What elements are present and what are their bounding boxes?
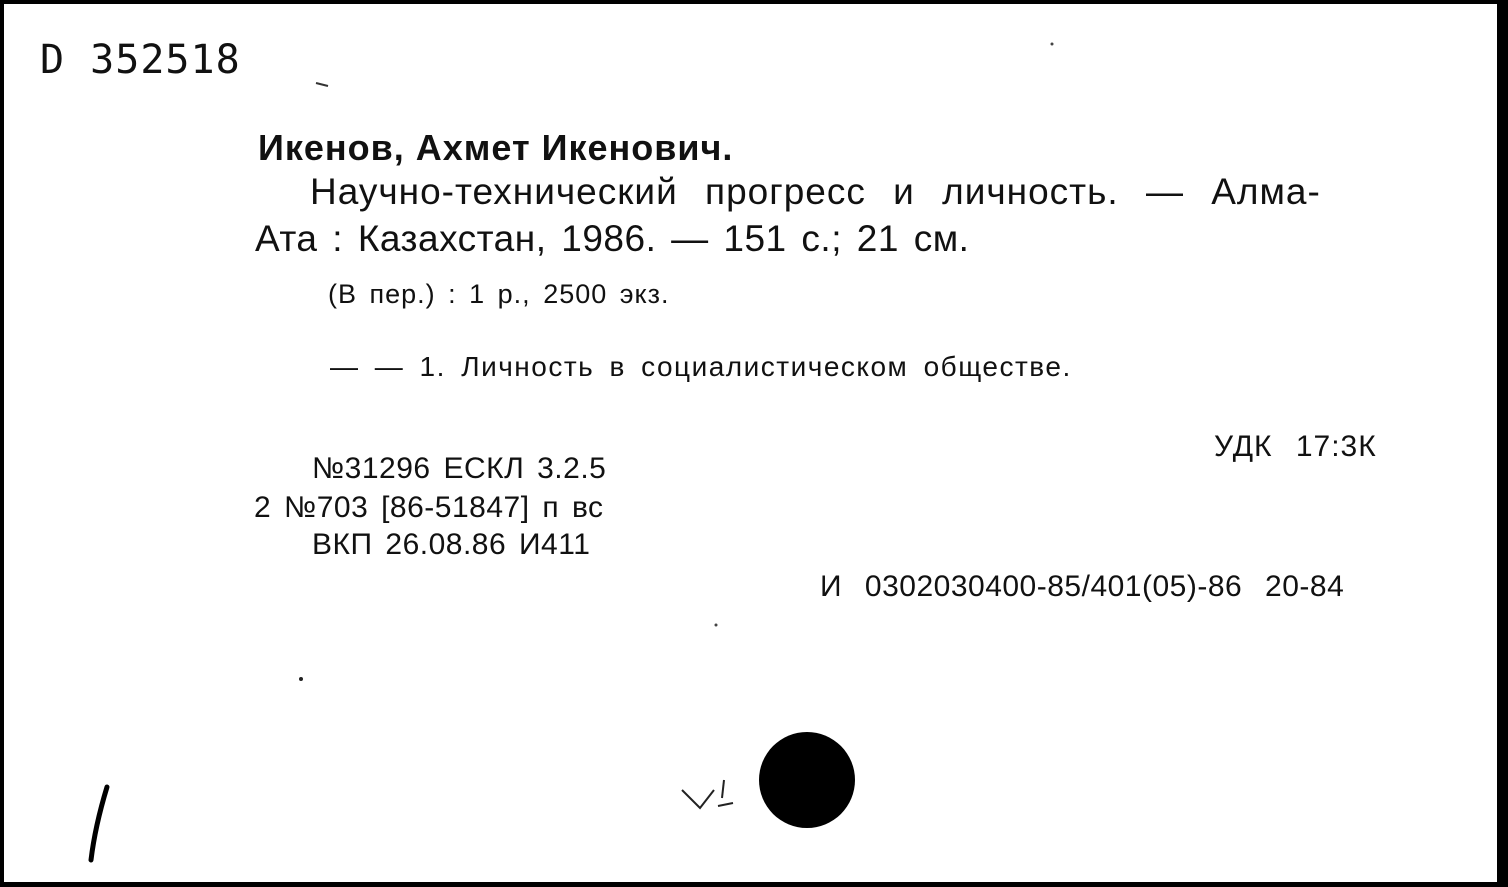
- registry-line-2: 2 №703 [86-51847] п вс: [254, 491, 604, 524]
- udk-classification: УДК 17:3К: [1214, 430, 1377, 463]
- check-mark-underline: [718, 803, 733, 806]
- speck: [715, 624, 718, 627]
- title-line-1: Научно-технический прогресс и личность. — Алма-: [310, 171, 1321, 212]
- binding-price-line: (В пер.) : 1 р., 2500 экз.: [328, 279, 670, 309]
- punch-hole-dot: [759, 732, 855, 828]
- stamp-dash: [316, 83, 328, 86]
- speck: [299, 677, 303, 681]
- accession-stamp: D 352518: [40, 37, 241, 83]
- author-heading: Икенов, Ахмет Икенович.: [258, 127, 734, 168]
- check-mark: [682, 790, 714, 808]
- check-mark-tick: [722, 780, 724, 798]
- pencil-stroke-mark: [91, 787, 107, 860]
- registry-line-1: №31296 ЕСКЛ 3.2.5: [312, 452, 607, 485]
- speck: [1051, 43, 1054, 46]
- publication-code: И 0302030400-85/401(05)-86 20-84: [820, 570, 1345, 603]
- subject-heading: — — 1. Личность в социалистическом обществе.: [330, 351, 1072, 382]
- title-line-2: Ата : Казахстан, 1986. — 151 с.; 21 см.: [255, 218, 970, 259]
- registry-line-3: ВКП 26.08.86 И411: [312, 528, 591, 561]
